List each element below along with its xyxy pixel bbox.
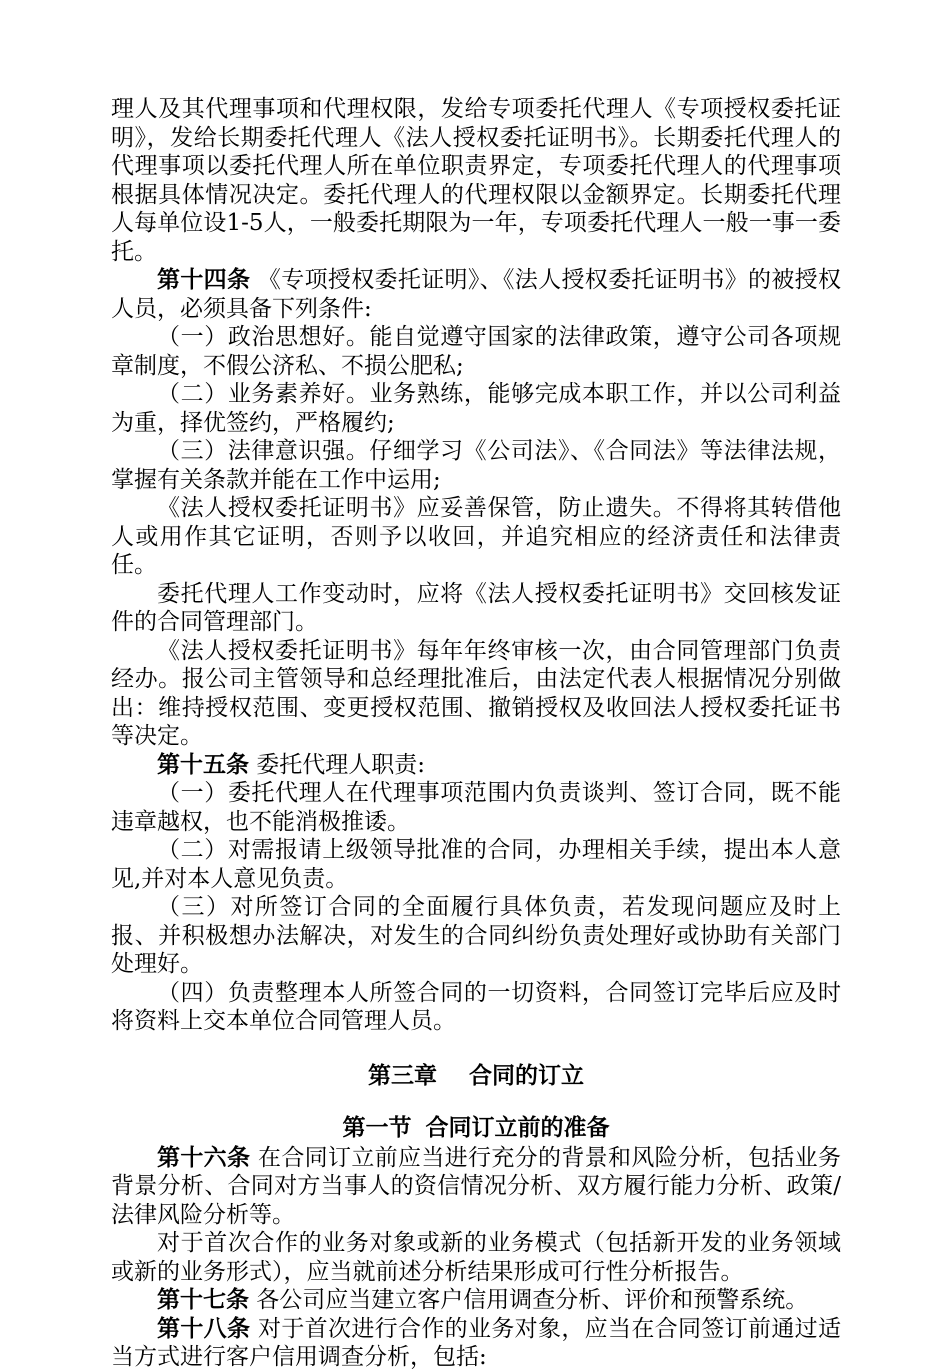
article-number: 第十七条 xyxy=(157,1286,249,1313)
article-15-item-2 xyxy=(111,836,841,893)
section-title: 合同订立前的准备 xyxy=(425,1114,610,1141)
article-15-item-4 xyxy=(111,979,841,1036)
article-text: 在合同订立前应当进行充分的背景和风险分析，包括业务背景分析、合同对方当事人的资信情况分析、双方履行能力分析、政策/法律风险分析等。 xyxy=(111,1144,842,1228)
document-body xyxy=(111,95,841,1372)
article-text: 对于首次进行合作的业务对象，应当在合同签订前通过适当方式进行客户信用调查分析，包括: xyxy=(111,1315,842,1370)
list-item-text: （三）对所签订合同的全面履行具体负责，若发现问题应及时上报、并积极想办法解决，对发生的合同纠纷负责处理好或协助有关部门处理好。 xyxy=(111,894,841,977)
paragraph-first-cooperation xyxy=(111,1229,841,1286)
list-item-text: （二）业务素养好。业务熟练，能够完成本职工作，并以公司利益为重，择优签约，严格履约; xyxy=(111,381,841,436)
list-item-text: （一）委托代理人在代理事项范围内负责谈判、签订合同，既不能违章越权，也不能消极推诿。 xyxy=(111,780,841,835)
section-number: 第一节 xyxy=(342,1114,412,1141)
paragraph-annual-review xyxy=(111,637,841,751)
paragraph-text: 《法人授权委托证明书》每年年终审核一次，由合同管理部门负责经办。报公司主管领导和总经理批准后，由法定代表人根据情况分别做出：维持授权范围、变更授权范围、撤销授权及收回法人授权委托证书等决定。 xyxy=(111,637,841,749)
article-14 xyxy=(111,266,841,323)
article-number: 第十五条 xyxy=(157,750,249,778)
article-number: 第十四条 xyxy=(157,266,251,293)
article-16 xyxy=(111,1144,841,1230)
article-15 xyxy=(111,751,841,780)
article-number: 第十八条 xyxy=(157,1314,251,1342)
article-15-item-3 xyxy=(111,893,841,979)
article-number: 第十六条 xyxy=(157,1143,251,1171)
list-item-text: （一）政治思想好。能自觉遵守国家的法律政策，遵守公司各项规章制度，不假公济私、不损公肥私; xyxy=(111,324,841,379)
article-text: 各公司应当建立客户信用调查分析、评价和预警系统。 xyxy=(249,1287,809,1313)
article-14-item-3 xyxy=(111,437,841,494)
article-18 xyxy=(111,1315,841,1372)
list-item-text: （三）法律意识强。仔细学习《公司法》、《合同法》等法律法规，掌握有关条款并能在工作中运用; xyxy=(111,438,841,493)
chapter-heading xyxy=(111,1058,841,1094)
article-15-item-1 xyxy=(111,779,841,836)
article-text: 委托代理人职责: xyxy=(249,751,426,778)
chapter-title: 合同的订立 xyxy=(469,1062,584,1089)
paragraph-text: 委托代理人工作变动时，应将《法人授权委托证明书》交回核发证件的合同管理部门。 xyxy=(111,580,841,635)
paragraph-text: 《法人授权委托证明书》应妥善保管，防止遗失。不得将其转借他人或用作其它证明，否则予以收回，并追究相应的经济责任和法律责任。 xyxy=(111,495,841,578)
article-14-item-1 xyxy=(111,323,841,380)
paragraph-keep-certificate xyxy=(111,494,841,580)
paragraph-text: 理人及其代理事项和代理权限，发给专项委托代理人《专项授权委托证明》，发给长期委托代理人《法人授权委托证明书》。长期委托代理人的代理事项以委托代理人所在单位职责界定，专项委托代理人的代理事项根据具体情况决定。委托代理人的代理权限以金额界定。长期委托代理人每单位设1-5人，一般委托期限为一年，专项委托代理人一般一事一委托。 xyxy=(111,96,841,265)
paragraph-text: 对于首次合作的业务对象或新的业务模式（包括新开发的业务领域或新的业务形式），应当就前述分析结果形成可行性分析报告。 xyxy=(111,1230,841,1285)
section-heading xyxy=(111,1112,841,1144)
article-text: 《专项授权委托证明》、《法人授权委托证明书》的被授权人员，必须具备下列条件: xyxy=(111,267,842,322)
paragraph-continued xyxy=(111,95,841,266)
paragraph-return-certificate xyxy=(111,580,841,637)
chapter-number: 第三章 xyxy=(368,1062,437,1089)
article-14-item-2 xyxy=(111,380,841,437)
list-item-text: （四）负责整理本人所签合同的一切资料，合同签订完毕后应及时将资料上交本单位合同管理人员。 xyxy=(111,979,841,1034)
article-17 xyxy=(111,1286,841,1315)
list-item-text: （二）对需报请上级领导批准的合同，办理相关手续，提出本人意见,并对本人意见负责。 xyxy=(111,837,841,892)
